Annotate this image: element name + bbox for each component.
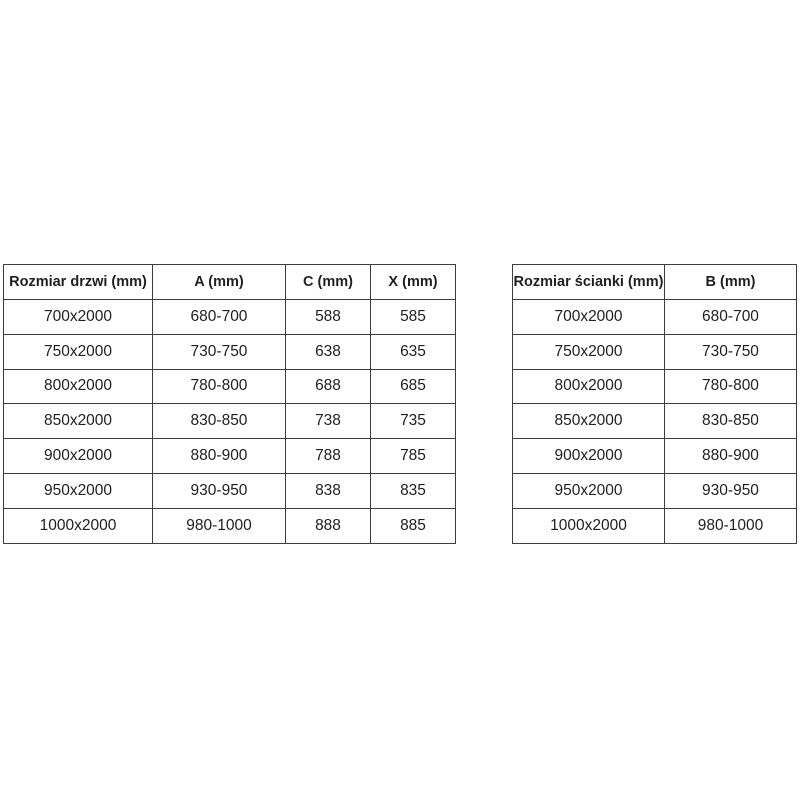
table-cell: 780-800 <box>665 369 797 404</box>
table-cell: 730-750 <box>665 334 797 369</box>
table-row <box>513 404 797 439</box>
table-row <box>4 473 456 508</box>
column-header: Rozmiar ścianki (mm) <box>513 265 665 300</box>
table-cell: 800x2000 <box>513 369 665 404</box>
table-cell: 730-750 <box>153 334 286 369</box>
table-cell: 950x2000 <box>513 473 665 508</box>
table-row <box>513 300 797 335</box>
table-cell: 735 <box>371 404 456 439</box>
table-cell: 635 <box>371 334 456 369</box>
table-cell: 835 <box>371 473 456 508</box>
table-row <box>4 369 456 404</box>
table-row <box>513 369 797 404</box>
table-cell: 900x2000 <box>513 439 665 474</box>
table-row <box>4 300 456 335</box>
table-cell: 685 <box>371 369 456 404</box>
table-cell: 850x2000 <box>4 404 153 439</box>
table-cell: 880-900 <box>665 439 797 474</box>
table-cell: 930-950 <box>153 473 286 508</box>
table-row <box>513 439 797 474</box>
table-row <box>513 473 797 508</box>
table-cell: 788 <box>286 439 371 474</box>
column-header: C (mm) <box>286 265 371 300</box>
table-cell: 780-800 <box>153 369 286 404</box>
table-cell: 838 <box>286 473 371 508</box>
table-cell: 800x2000 <box>4 369 153 404</box>
table-row <box>513 508 797 543</box>
wall-size-table <box>512 264 797 544</box>
table-cell: 680-700 <box>665 300 797 335</box>
column-header: Rozmiar drzwi (mm) <box>4 265 153 300</box>
table-cell: 930-950 <box>665 473 797 508</box>
table-cell: 688 <box>286 369 371 404</box>
table-cell: 980-1000 <box>153 508 286 543</box>
table-cell: 750x2000 <box>4 334 153 369</box>
table-cell: 888 <box>286 508 371 543</box>
table-cell: 850x2000 <box>513 404 665 439</box>
table-cell: 738 <box>286 404 371 439</box>
table-row <box>4 334 456 369</box>
column-header: A (mm) <box>153 265 286 300</box>
table-cell: 830-850 <box>153 404 286 439</box>
table-row <box>4 404 456 439</box>
table-cell: 950x2000 <box>4 473 153 508</box>
table-cell: 700x2000 <box>513 300 665 335</box>
table-cell: 1000x2000 <box>4 508 153 543</box>
table-cell: 980-1000 <box>665 508 797 543</box>
table-cell: 900x2000 <box>4 439 153 474</box>
table-cell: 785 <box>371 439 456 474</box>
table-cell: 1000x2000 <box>513 508 665 543</box>
column-header: B (mm) <box>665 265 797 300</box>
table-row <box>4 508 456 543</box>
table-cell: 700x2000 <box>4 300 153 335</box>
table-cell: 585 <box>371 300 456 335</box>
table-cell: 885 <box>371 508 456 543</box>
header-row <box>4 265 456 300</box>
table-row <box>4 439 456 474</box>
table-cell: 638 <box>286 334 371 369</box>
column-header: X (mm) <box>371 265 456 300</box>
header-row <box>513 265 797 300</box>
door-size-table <box>3 264 456 544</box>
table-cell: 680-700 <box>153 300 286 335</box>
table-cell: 588 <box>286 300 371 335</box>
table-row <box>513 334 797 369</box>
table-cell: 830-850 <box>665 404 797 439</box>
table-cell: 750x2000 <box>513 334 665 369</box>
table-cell: 880-900 <box>153 439 286 474</box>
